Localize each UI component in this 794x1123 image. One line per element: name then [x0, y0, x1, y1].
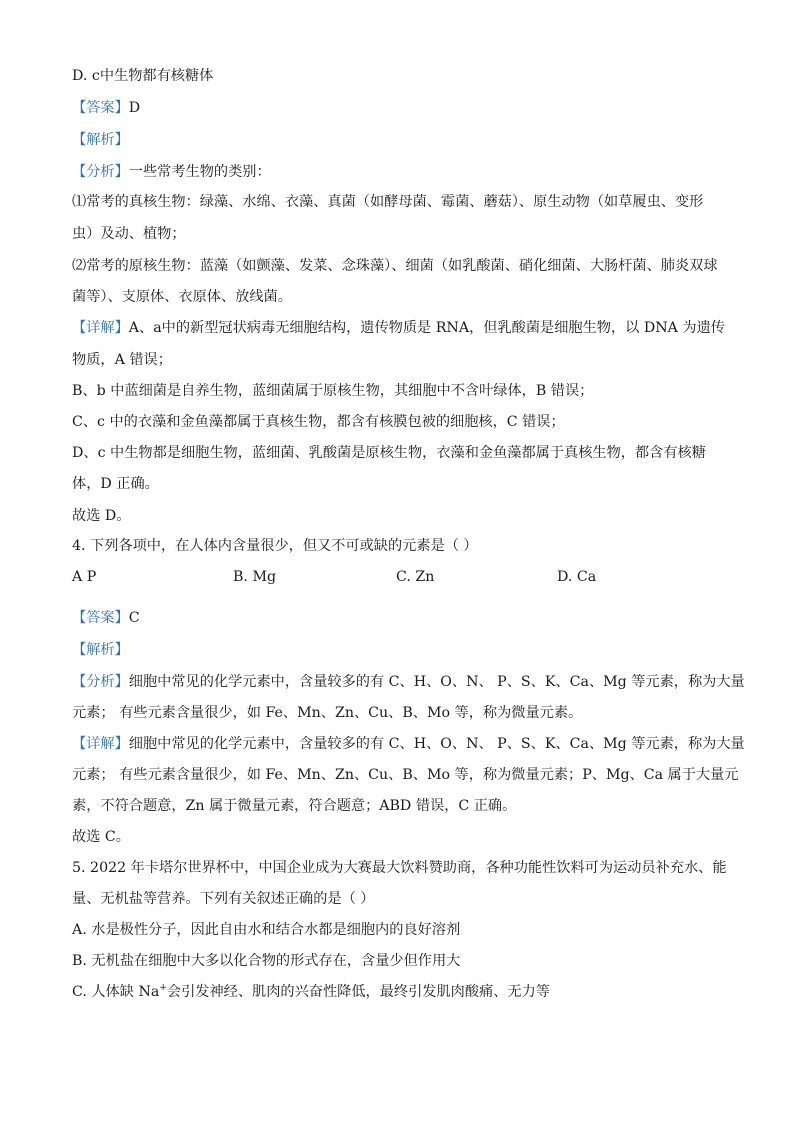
line-text: B、b 中蓝细菌是自养生物，蓝细菌属于原核生物，其细胞中不含叶绿体，B 错误； — [72, 383, 594, 399]
text-line — [72, 162, 271, 182]
text-line — [72, 474, 159, 494]
q5-option-c: C. 人体缺 Na+会引发神经、肌肉的兴奋性降低，最终引发肌肉酸痛、无力等 — [72, 983, 550, 1000]
q4-option-d: D. Ca — [557, 569, 597, 585]
text-line — [72, 536, 478, 556]
line-text: 细胞中常见的化学元素中，含量较多的有 C、H、O、N、 P、S、K、Ca、Mg 等元素，称为大量 — [128, 736, 745, 752]
line-text: A. 水是极性分子，因此自由水和结合水都是细胞内的良好溶剂 — [72, 922, 461, 938]
text-line — [72, 287, 292, 307]
line-text: D. c中生物都有核糖体 — [72, 68, 214, 84]
text-line — [72, 858, 727, 878]
text-line — [72, 443, 706, 463]
line-text: 细胞中常见的化学元素中，含量较多的有 C、H、O、N、 P、S、K、Ca、Mg 等元素，称为大量 — [128, 674, 745, 690]
line-text: D、c 中生物都是细胞生物，蓝细菌、乳酸菌是原核生物，衣藻和金鱼藻都属于真核生物，都含有核糖 — [72, 445, 706, 461]
text-line — [72, 256, 718, 276]
text-line — [72, 672, 745, 692]
line-text: D — [128, 100, 141, 116]
text-line — [72, 224, 186, 244]
line-text: 5. 2022 年卡塔尔世界杯中，中国企业成为大赛最大饮料赞助商，各种功能性饮料可为运动员补充水、能 — [72, 860, 727, 876]
text-line — [72, 608, 140, 628]
section-tag: 【答案】 — [72, 610, 129, 626]
text-line — [72, 765, 739, 785]
line-text: 体，D 正确。 — [72, 476, 159, 492]
section-tag: 【解析】 — [72, 642, 129, 658]
line-text: 虫）及动、植物； — [72, 226, 186, 242]
text-line — [72, 889, 374, 909]
line-text: 菌等）、支原体、衣原体、放线菌。 — [72, 289, 292, 305]
line-text: ⑵常考的原核生物：蓝藻（如颤藻、发菜、念珠藻）、细菌（如乳酸菌、硝化细菌、大肠杆菌、肺炎双球 — [72, 258, 718, 274]
line-text: 4. 下列各项中，在人体内含量很少，但又不可或缺的元素是（ ） — [72, 538, 478, 554]
line-text: C — [128, 610, 140, 626]
line-text: 元素； 有些元素含量很少，如 Fe、Mn、Zn、Cu、B、Mo 等，称为微量元素。 — [72, 705, 583, 721]
line-text: 故选 D。 — [72, 508, 131, 524]
line-text: 故选 C。 — [72, 829, 130, 845]
section-tag: 【详解】 — [72, 320, 129, 336]
section-tag: 【解析】 — [72, 132, 129, 148]
line-text: 一些常考生物的类别： — [128, 164, 271, 180]
q4-option-b: B. Mg — [233, 569, 277, 585]
text-line — [72, 920, 460, 940]
text-line — [72, 66, 213, 86]
text-line — [72, 703, 582, 723]
text-line — [72, 506, 130, 526]
text-line — [72, 192, 703, 212]
q4-option-a: A P — [72, 569, 97, 585]
text-line — [72, 827, 130, 847]
text-line — [72, 412, 565, 432]
text-line — [72, 318, 725, 338]
section-tag: 【详解】 — [72, 736, 129, 752]
text-line — [72, 951, 460, 971]
text-line — [72, 796, 516, 816]
line-text: A、a中的新型冠状病毒无细胞结构，遗传物质是 RNA，但乳酸菌是细胞生物，以 DNA 为遗传 — [128, 320, 725, 336]
section-tag: 【分析】 — [72, 674, 129, 690]
section-tag: 【分析】 — [72, 164, 129, 180]
line-text: 量、无机盐等营养。下列有关叙述正确的是（ ） — [72, 891, 375, 907]
line-text: C、c 中的衣藻和金鱼藻都属于真核生物，都含有核膜包被的细胞核，C 错误； — [72, 414, 565, 430]
text-line — [72, 734, 745, 754]
line-text: B. 无机盐在细胞中大多以化合物的形式存在，含量少但作用大 — [72, 953, 461, 969]
line-text: 元素； 有些元素含量很少，如 Fe、Mn、Zn、Cu、B、Mo 等，称为微量元素；P、Mg、Ca 属于大量元 — [72, 767, 739, 783]
q4-option-c: C. Zn — [396, 569, 435, 585]
line-text: 素，不符合题意，Zn 属于微量元素，符合题意；ABD 错误，C 正确。 — [72, 798, 517, 814]
text-line — [72, 640, 129, 660]
text-line — [72, 381, 593, 401]
text-line — [72, 98, 140, 118]
text-line — [72, 130, 129, 150]
line-text: ⑴常考的真核生物：绿藻、水绵、衣藻、真菌（如酵母菌、霉菌、蘑菇）、原生动物（如草履虫、变形 — [72, 194, 704, 210]
section-tag: 【答案】 — [72, 100, 129, 116]
line-text: 物质，A 错误； — [72, 352, 172, 368]
text-line — [72, 350, 172, 370]
